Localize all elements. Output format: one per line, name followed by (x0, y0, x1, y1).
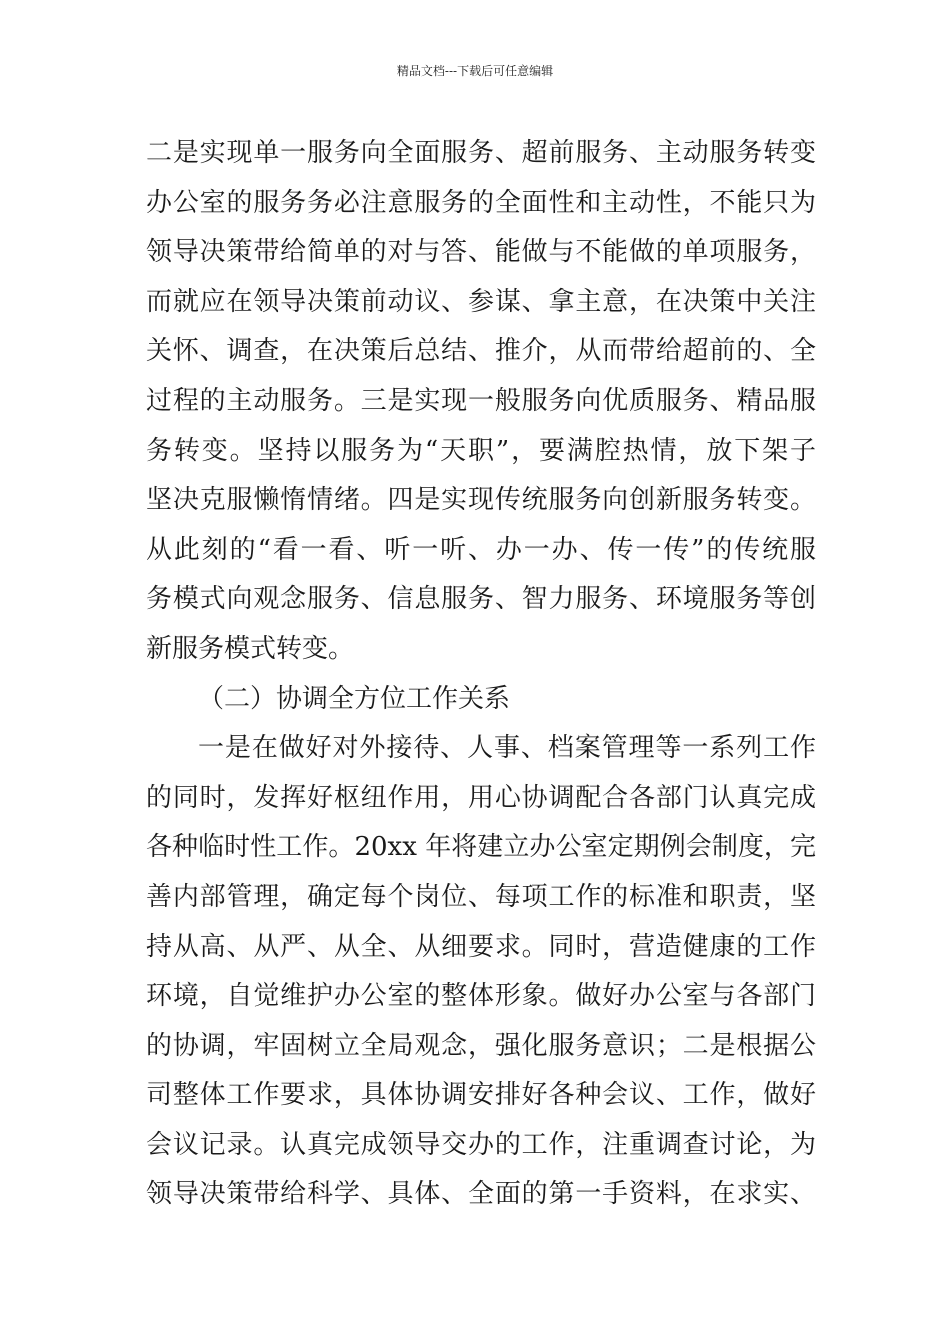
text-line: 的协调，牢固树立全局观念，强化服务意识；二是根据公 (146, 1030, 816, 1061)
document-body (146, 129, 816, 1220)
text-line: 办公室的服务务必注意服务的全面性和主动性，不能只为 (146, 187, 816, 218)
page-header: 精品文档---下载后可任意编辑 (396, 64, 554, 78)
text-line: 持从高、从严、从全、从细要求。同时，营造健康的工作 (146, 931, 816, 962)
text-line: 会议记录。认真完成领导交办的工作，注重调查讨论，为 (146, 1129, 816, 1160)
text-line: 而就应在领导决策前动议、参谋、拿主意，在决策中关注 (146, 286, 816, 317)
text-line: 善内部管理，确定每个岗位、每项工作的标准和职责，坚 (146, 881, 816, 912)
text-line: 的同时，发挥好枢纽作用，用心协调配合各部门认真完成 (146, 782, 816, 813)
text-line: 新服务模式转变。 (146, 633, 355, 664)
text-line: 务模式向观念服务、信息服务、智力服务、环境服务等创 (146, 584, 816, 615)
text-line: 领导决策带给科学、具体、全面的第一手资料，在求实、 (146, 1179, 816, 1210)
text-line: 过程的主动服务。三是实现一般服务向优质服务、精品服 (146, 385, 816, 416)
text-line: 务转变。坚持以服务为“天职”，要满腔热情，放下架子 (146, 435, 816, 466)
text-line: 坚决克服懒惰情绪。四是实现传统服务向创新服务转变。 (146, 485, 816, 516)
text-line: 二是实现单一服务向全面服务、超前服务、主动服务转变 (146, 138, 816, 168)
section-heading: （二）协调全方位工作关系 (198, 683, 511, 714)
text-line: 各种临时性工作。20xx 年将建立办公室定期例会制度，完 (146, 832, 816, 863)
text-line: 关怀、调查，在决策后总结、推介，从而带给超前的、全 (146, 336, 816, 367)
text-line: 一是在做好对外接待、人事、档案管理等一系列工作 (198, 733, 816, 764)
text-line: 环境，自觉维护办公室的整体形象。做好办公室与各部门 (146, 981, 816, 1012)
text-line: 从此刻的“看一看、听一听、办一办、传一传”的传统服 (146, 534, 816, 565)
text-line: 领导决策带给简单的对与答、能做与不能做的单项服务， (146, 237, 816, 268)
text-line: 司整体工作要求，具体协调安排好各种会议、工作，做好 (146, 1080, 816, 1111)
